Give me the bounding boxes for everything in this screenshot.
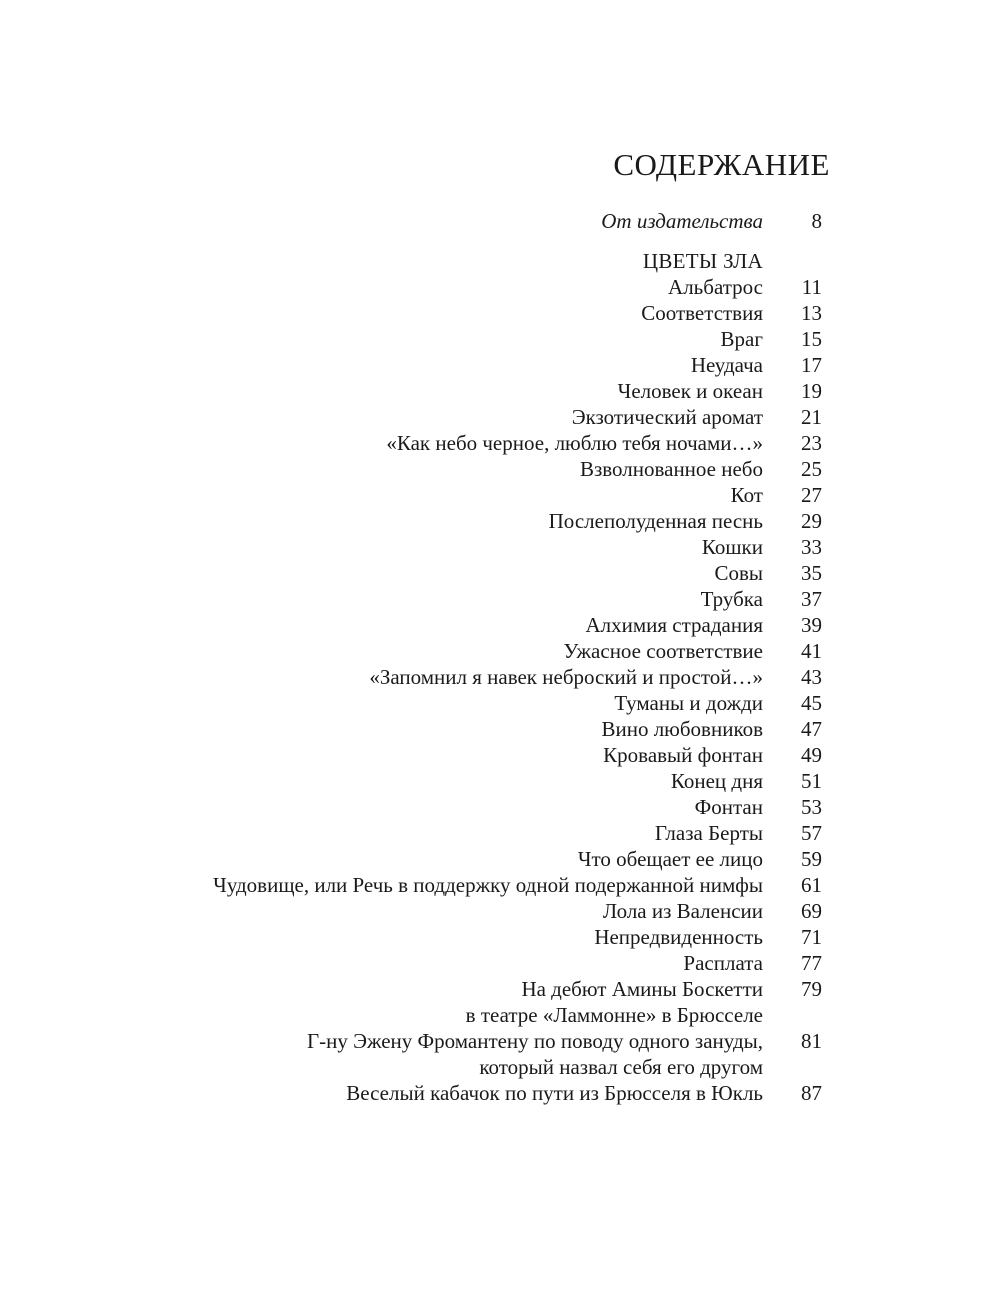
toc-entry-page: 43: [801, 665, 822, 689]
toc-entry-title: Взволнованное небо: [579, 457, 763, 481]
toc-entry[interactable]: [0, 716, 1000, 742]
toc-entry-page: 59: [801, 847, 822, 871]
toc-entry-title: Фонтан: [694, 795, 763, 819]
toc-entry[interactable]: [0, 612, 1000, 638]
toc-entry-title: Алхимия страдания: [585, 613, 763, 637]
toc-entry-title: Человек и океан: [617, 379, 763, 403]
section-heading: [0, 248, 1000, 274]
toc-entry-page: 23: [801, 431, 822, 455]
toc-entry-page: 81: [801, 1029, 822, 1053]
toc-entry[interactable]: [0, 664, 1000, 690]
toc-entry-title: На дебют Амины Боскетти: [521, 977, 763, 1001]
toc-entry[interactable]: [0, 326, 1000, 352]
toc-entry-title: Соответствия: [641, 301, 763, 325]
toc-entry[interactable]: [0, 846, 1000, 872]
toc-entry-title: Альбатрос: [668, 275, 763, 299]
toc-entry-page: 17: [801, 353, 822, 377]
toc-entry-title: Туманы и дожди: [614, 691, 763, 715]
toc-entry[interactable]: [0, 872, 1000, 898]
toc-entry[interactable]: [0, 976, 1000, 1002]
toc-entry-title: «Как небо черное, люблю тебя ночами…»: [386, 431, 763, 455]
toc-entry-page: 87: [801, 1081, 822, 1105]
toc-entry-page: 61: [801, 873, 822, 897]
toc-entry-title: Лола из Валенсии: [602, 899, 763, 923]
toc-entry-page: 29: [801, 509, 822, 533]
toc-entry[interactable]: [0, 820, 1000, 846]
toc-entry[interactable]: [0, 378, 1000, 404]
toc-entry-page: 41: [801, 639, 822, 663]
toc-entry[interactable]: [0, 482, 1000, 508]
toc-entry-page: 69: [801, 899, 822, 923]
toc-entry[interactable]: [0, 586, 1000, 612]
toc-entry-title: «Запомнил я навек неброский и простой…»: [369, 665, 763, 689]
toc-entry[interactable]: [0, 924, 1000, 950]
toc-entry[interactable]: [0, 1028, 1000, 1054]
toc-entry[interactable]: [0, 898, 1000, 924]
section-heading-text: ЦВЕТЫ ЗЛА: [642, 249, 763, 273]
toc-entry[interactable]: [0, 274, 1000, 300]
table-of-contents: [0, 208, 1000, 1106]
toc-entry-page: 57: [801, 821, 822, 845]
toc-entry[interactable]: [0, 690, 1000, 716]
toc-entry[interactable]: [0, 430, 1000, 456]
toc-entry-page: 27: [801, 483, 822, 507]
toc-entry-page: 33: [801, 535, 822, 559]
toc-entry-page: 39: [801, 613, 822, 637]
toc-entry[interactable]: [0, 638, 1000, 664]
toc-entry-title: Кровавый фонтан: [603, 743, 763, 767]
toc-entry-preface[interactable]: [0, 208, 1000, 234]
toc-entry[interactable]: [0, 1054, 1000, 1080]
toc-entry-title: Конец дня: [670, 769, 763, 793]
toc-entry-title: Ужасное соответствие: [563, 639, 763, 663]
toc-entry-title: Трубка: [700, 587, 763, 611]
toc-entry-title: Кошки: [701, 535, 763, 559]
toc-entry[interactable]: [0, 404, 1000, 430]
toc-entry[interactable]: [0, 950, 1000, 976]
toc-entry-page: 53: [801, 795, 822, 819]
toc-entry-page: 11: [801, 275, 822, 299]
toc-entry[interactable]: [0, 534, 1000, 560]
toc-entry[interactable]: [0, 768, 1000, 794]
toc-entry[interactable]: [0, 560, 1000, 586]
toc-entry-title: Г-ну Эжену Фромантену по поводу одного зануды,: [307, 1029, 763, 1053]
toc-entry-title: Послеполуденная песнь: [548, 509, 763, 533]
toc-entry[interactable]: [0, 742, 1000, 768]
toc-entry-title: Веселый кабачок по пути из Брюсселя в Юкль: [346, 1081, 763, 1105]
toc-entry-title: Экзотический аромат: [571, 405, 763, 429]
toc-entry[interactable]: [0, 508, 1000, 534]
toc-entry-title: который назвал себя его другом: [479, 1055, 763, 1079]
toc-entry-page: 15: [801, 327, 822, 351]
toc-entry-page: 45: [801, 691, 822, 715]
toc-entry-title: Совы: [714, 561, 763, 585]
toc-entry-title: Вино любовников: [601, 717, 763, 741]
toc-entry-title: От издательства: [601, 209, 763, 233]
toc-entry-page: 13: [801, 301, 822, 325]
toc-entry-title: Что обещает ее лицо: [577, 847, 763, 871]
toc-entry-title: в театре «Ламмонне» в Брюсселе: [465, 1003, 763, 1027]
toc-entry-page: 35: [801, 561, 822, 585]
toc-entry-title: Враг: [720, 327, 763, 351]
toc-entry-page: 77: [801, 951, 822, 975]
toc-entry-page: 51: [801, 769, 822, 793]
toc-entry-page: 19: [801, 379, 822, 403]
toc-entry-page: 21: [801, 405, 822, 429]
toc-entry[interactable]: [0, 352, 1000, 378]
toc-entry[interactable]: [0, 1080, 1000, 1106]
toc-entry[interactable]: [0, 794, 1000, 820]
toc-entry-title: Непредвиденность: [594, 925, 763, 949]
toc-entries-list: [0, 274, 1000, 1106]
toc-entry-page: 79: [801, 977, 822, 1001]
toc-entry-page: 47: [801, 717, 822, 741]
toc-entry-title: Чудовище, или Речь в поддержку одной подержанной нимфы: [213, 873, 763, 897]
toc-entry[interactable]: [0, 300, 1000, 326]
toc-entry-page: 49: [801, 743, 822, 767]
page-title: СОДЕРЖАНИЕ: [613, 147, 830, 182]
toc-entry-page: 25: [801, 457, 822, 481]
toc-entry-page: 37: [801, 587, 822, 611]
toc-entry-title: Глаза Берты: [654, 821, 763, 845]
toc-entry-title: Неудача: [690, 353, 763, 377]
toc-entry-page: 71: [801, 925, 822, 949]
toc-entry-title: Кот: [730, 483, 763, 507]
toc-entry[interactable]: [0, 456, 1000, 482]
toc-entry-page: 8: [811, 209, 822, 233]
toc-entry-title: Расплата: [683, 951, 763, 975]
toc-entry[interactable]: [0, 1002, 1000, 1028]
